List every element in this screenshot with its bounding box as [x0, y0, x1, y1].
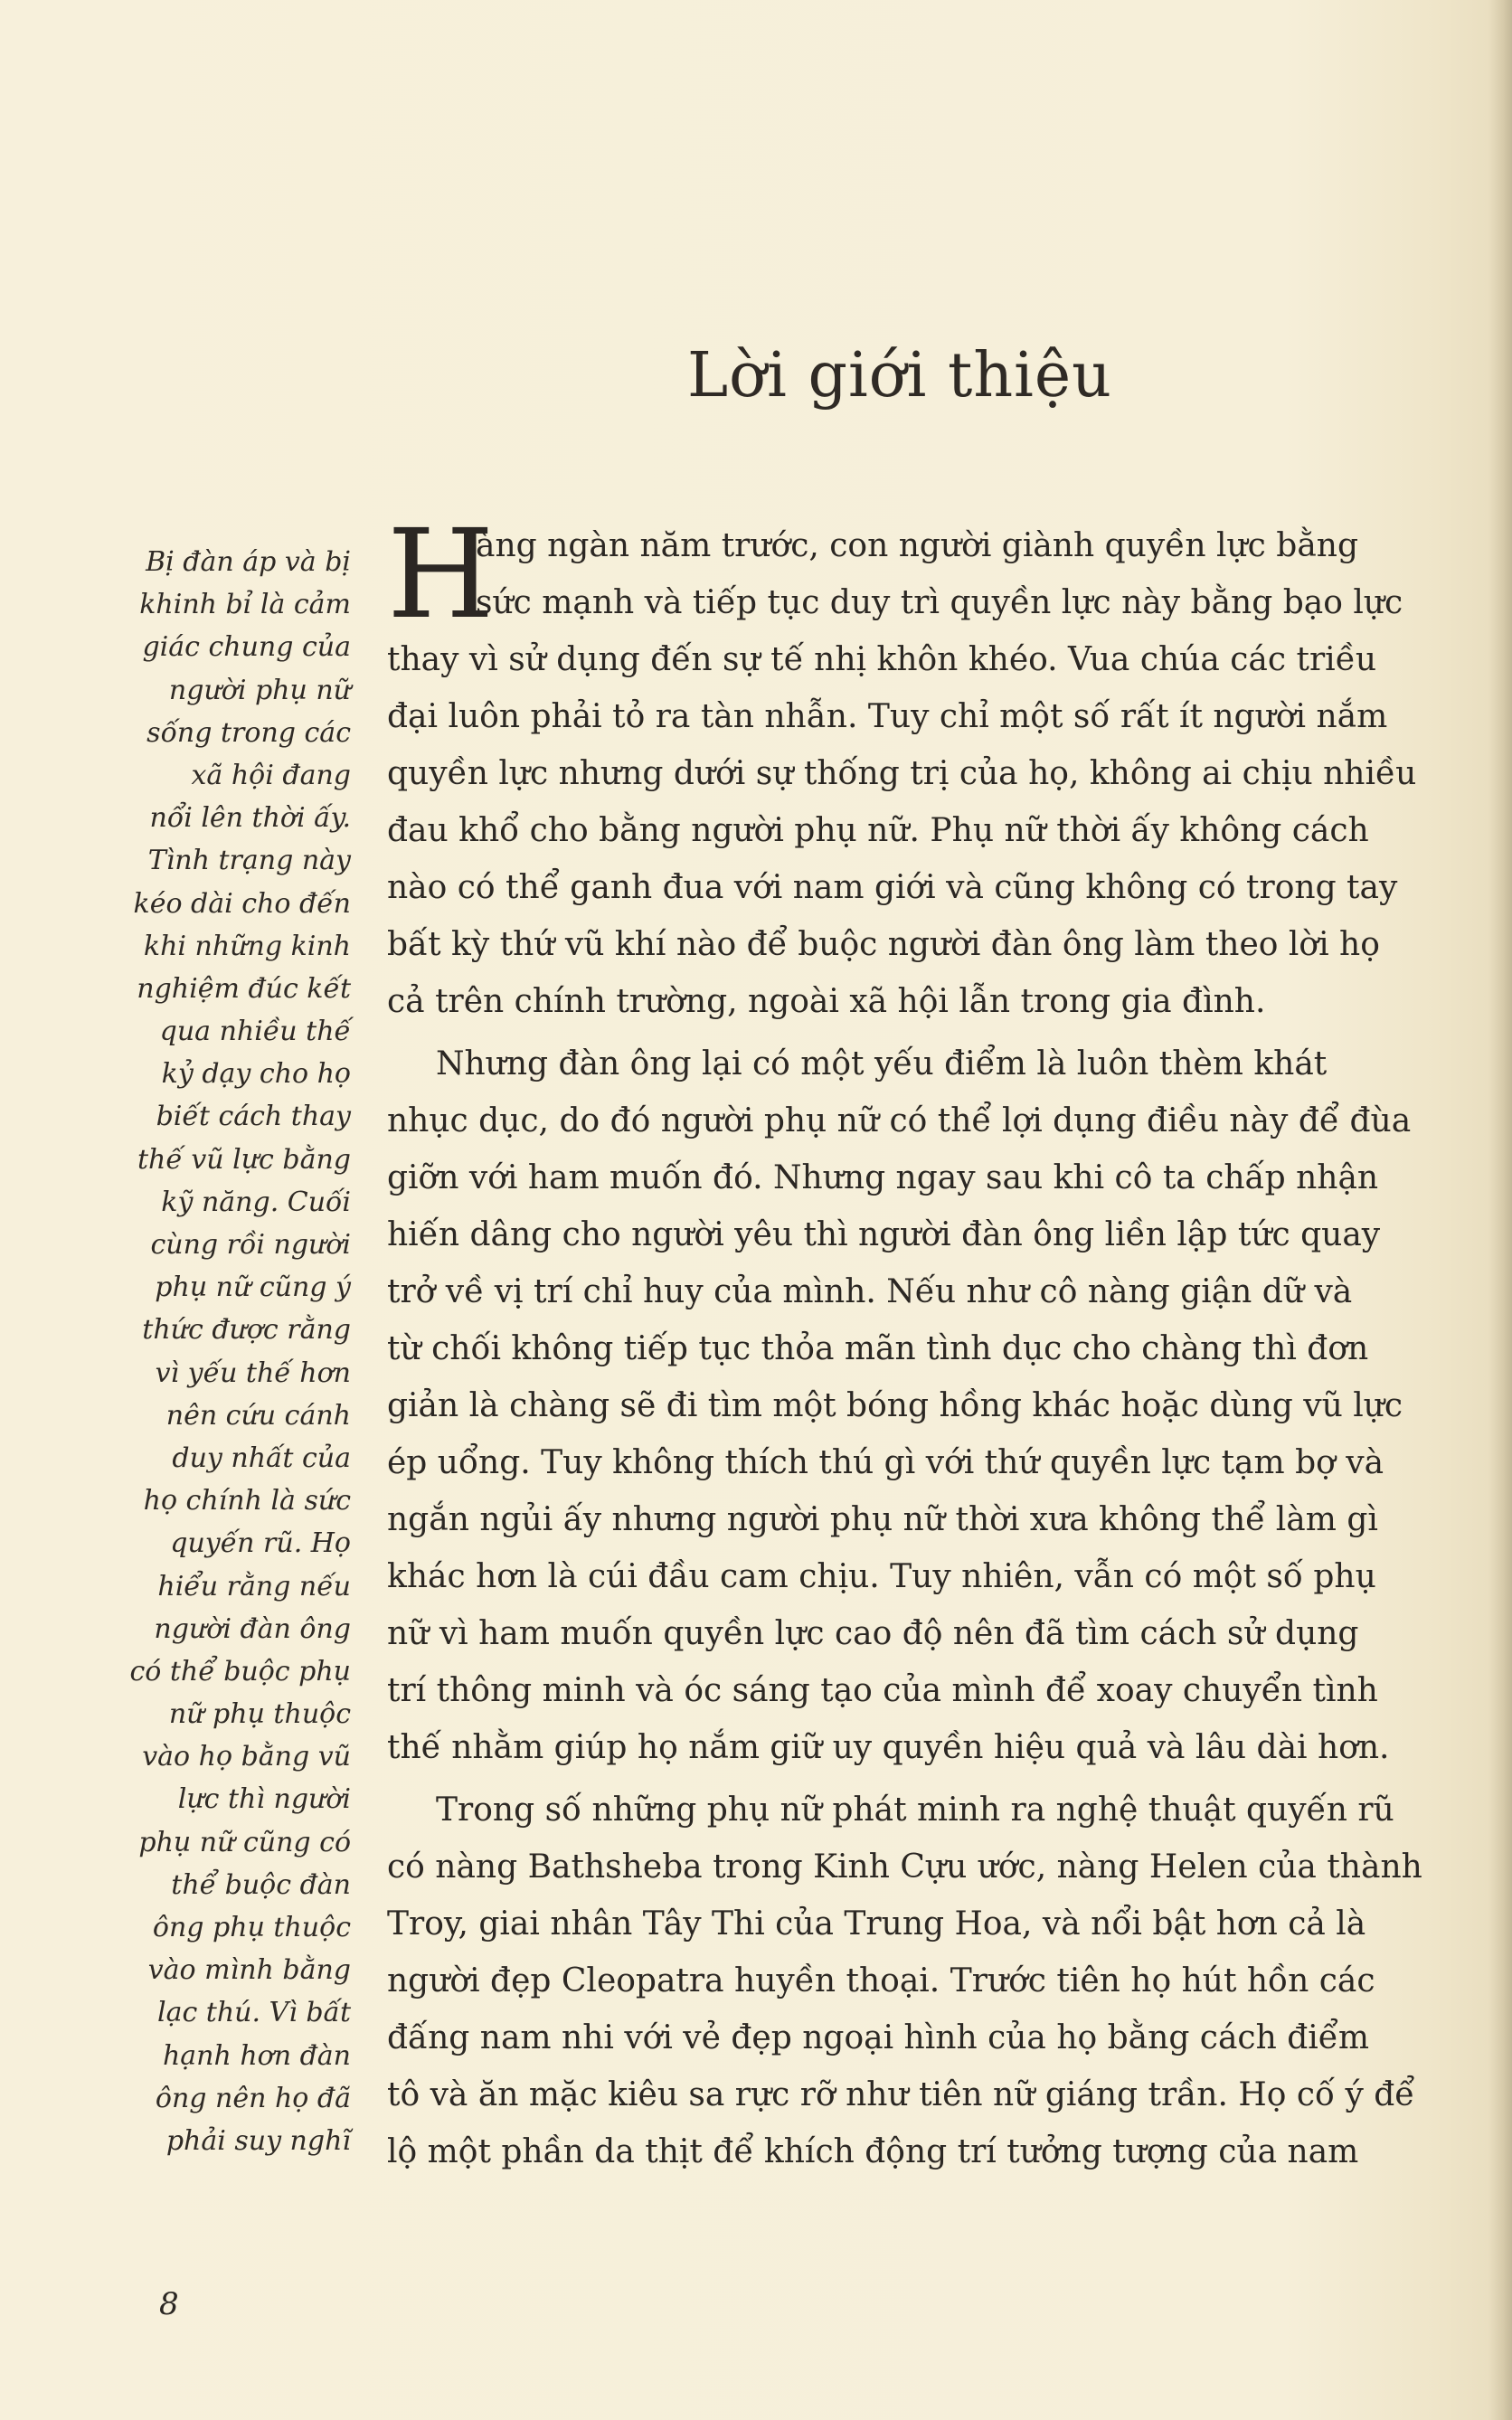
sidenote-line: kéo dài cho đến — [133, 887, 351, 920]
main-text — [387, 504, 1425, 2180]
text-line: sức mạnh và tiếp tục duy trì quyền lực này bằng bạo lực — [476, 584, 1403, 621]
text-line: giản là chàng sẽ đi tìm một bóng hồng khác hoặc dùng vũ lực — [387, 1387, 1403, 1424]
text-line: Nhưng đàn ông lại có một yếu điểm là luôn thèm khát — [436, 1045, 1328, 1082]
sidenote-line: vào họ bằng vũ — [142, 1741, 351, 1773]
sidenote-line: phụ nữ cũng ý — [155, 1271, 351, 1304]
sidenote-line: phụ nữ cũng có — [138, 1826, 351, 1858]
sidenote-line: sống trong các — [146, 716, 351, 749]
text-line: hiến dâng cho người yêu thì người đàn ông liền lập tức quay — [387, 1216, 1381, 1253]
text-line: bất kỳ thứ vũ khí nào để buộc người đàn ông làm theo lời họ — [387, 926, 1380, 963]
sidenote-line: Bị đàn áp và bị — [146, 546, 351, 578]
text-line: đấng nam nhi với vẻ đẹp ngoại hình của họ bằng cách điểm — [387, 2019, 1370, 2056]
sidenote-line: khinh bỉ là cảm — [139, 589, 351, 621]
text-line: nào có thể ganh đua với nam giới và cũng không có trong tay — [387, 869, 1398, 906]
sidenote-line: kỹ năng. Cuối — [161, 1186, 351, 1218]
text-line: cả trên chính trường, ngoài xã hội lẫn trong gia đình. — [387, 983, 1266, 1020]
sidenote-line: vào mình bằng — [147, 1954, 351, 1987]
sidenote-line: ông phụ thuộc — [152, 1912, 351, 1943]
sidenote-line: cùng rồi người — [150, 1229, 351, 1261]
sidenote-line: Tình trạng này — [147, 845, 351, 877]
text-line: giỡn với ham muốn đó. Nhưng ngay sau khi cô ta chấp nhận — [387, 1159, 1379, 1196]
text-line: Troy, giai nhân Tây Thi của Trung Hoa, và nổi bật hơn cả là — [387, 1905, 1366, 1943]
text-line: đau khổ cho bằng người phụ nữ. Phụ nữ thời ấy không cách — [387, 812, 1369, 849]
sidenote-line: nữ phụ thuộc — [168, 1698, 351, 1731]
sidenote-line: qua nhiều thế — [159, 1016, 351, 1048]
sidenote-line: thể buộc đàn — [171, 1868, 351, 1901]
paragraph-3 — [387, 1782, 1425, 2180]
text-line: nữ vì ham muốn quyền lực cao độ nên đã tìm cách sử dụng — [387, 1615, 1359, 1652]
text-line: nhục dục, do đó người phụ nữ có thể lợi dụng điều này để đùa — [387, 1102, 1412, 1139]
paragraph-1 — [387, 504, 1425, 1030]
sidenote-line: có thể buộc phụ — [129, 1655, 351, 1687]
sidenote-line: giác chung của — [142, 631, 351, 664]
sidenote-line: quyến rũ. Họ — [170, 1527, 351, 1560]
sidenote-line: kỷ dạy cho họ — [161, 1058, 351, 1091]
sidenote-line: người đàn ông — [154, 1612, 351, 1645]
sidenote-line: lực thì người — [177, 1783, 351, 1816]
sidenote-line: duy nhất của — [172, 1442, 351, 1474]
text-line: từ chối không tiếp tục thỏa mãn tình dục cho chàng thì đơn — [387, 1330, 1369, 1367]
text-line: lộ một phần da thịt để khích động trí tưởng tượng của nam — [387, 2133, 1359, 2170]
sidenote-line: hiểu rằng nếu — [157, 1570, 351, 1602]
sidenote-line: thức được rằng — [142, 1314, 351, 1347]
sidenote-line: khi những kinh — [143, 930, 351, 962]
text-line: trí thông minh và óc sáng tạo của mình để xoay chuyển tình — [387, 1672, 1378, 1709]
margin-sidenote — [109, 541, 351, 2162]
text-line: có nàng Bathsheba trong Kinh Cựu ước, nàng Helen của thành — [387, 1848, 1422, 1886]
sidenote-line: thế vũ lực bằng — [137, 1143, 351, 1176]
text-line: quyền lực nhưng dưới sự thống trị của họ, không ai chịu nhiều — [387, 755, 1417, 792]
sidenote-line: biết cách thay — [156, 1101, 351, 1133]
text-line: trở về vị trí chỉ huy của mình. Nếu như cô nàng giận dữ và — [387, 1273, 1353, 1310]
text-line: khác hơn là cúi đầu cam chịu. Tuy nhiên, vẫn có một số phụ — [387, 1558, 1376, 1595]
sidenote-line: xã hội đang — [191, 759, 351, 791]
text-line: thế nhằm giúp họ nắm giữ uy quyền hiệu quả và lâu dài hơn. — [387, 1729, 1390, 1766]
sidenote-line: vì yếu thế hơn — [155, 1357, 351, 1389]
sidenote-line: nghiệm đúc kết — [137, 972, 351, 1005]
sidenote-line: ông nên họ đã — [155, 2082, 351, 2114]
drop-cap: H — [387, 504, 495, 647]
sidenote-line: người phụ nữ — [168, 674, 351, 706]
page-edge-shadow — [1488, 0, 1512, 2420]
text-line: người đẹp Cleopatra huyền thoại. Trước tiên họ hút hồn các — [387, 1962, 1375, 1999]
text-line: thay vì sử dụng đến sự tế nhị khôn khéo. Vua chúa các triều — [387, 641, 1377, 678]
text-line: àng ngàn năm trước, con người giành quyền lực bằng — [476, 527, 1359, 564]
text-line: tô và ăn mặc kiêu sa rực rỡ như tiên nữ giáng trần. Họ cố ý để — [387, 2076, 1415, 2113]
sidenote-line: họ chính là sức — [143, 1485, 351, 1517]
text-line: đại luôn phải tỏ ra tàn nhẫn. Tuy chỉ một số rất ít người nắm — [387, 698, 1388, 735]
page-title: Lời giới thiệu — [687, 339, 1112, 411]
sidenote-line: phải suy nghĩ — [165, 2124, 351, 2157]
text-line: ngắn ngủi ấy nhưng người phụ nữ thời xưa không thể làm gì — [387, 1501, 1378, 1538]
sidenote-line: hạnh hơn đàn — [162, 2039, 351, 2072]
sidenote-line: nổi lên thời ấy. — [149, 802, 351, 835]
page-number: 8 — [159, 2286, 179, 2322]
text-line: ép uổng. Tuy không thích thú gì với thứ quyền lực tạm bợ và — [387, 1444, 1384, 1481]
sidenote-line: lạc thú. Vì bất — [156, 1997, 351, 2029]
text-line: Trong số những phụ nữ phát minh ra nghệ thuật quyến rũ — [436, 1791, 1394, 1829]
sidenote-line: nên cứu cánh — [165, 1399, 351, 1432]
paragraph-2 — [387, 1035, 1425, 1776]
